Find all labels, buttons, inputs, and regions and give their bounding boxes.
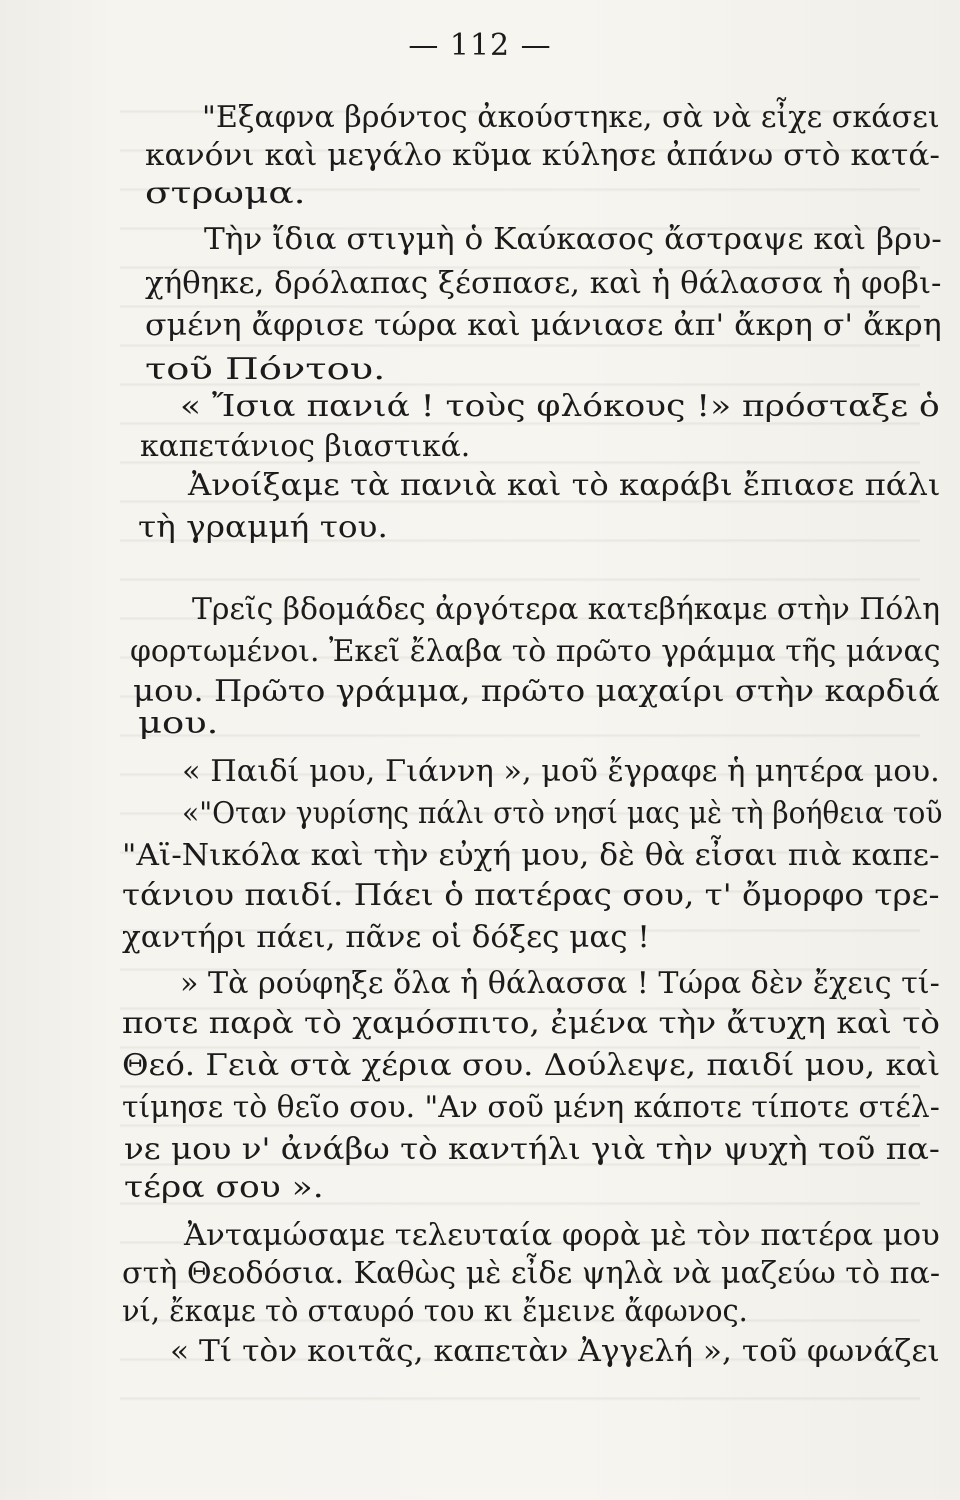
text-line: καπετάνιος βιαστικά. (140, 429, 471, 464)
text-line: στρωμα. (145, 176, 306, 211)
text-line: ποτε παρὰ τὸ χαμόσπιτο, ἐμένα τὴν ἄτυχη καὶ τὸ (122, 1006, 940, 1041)
text-line: μου. Πρῶτο γράμμα, πρῶτο μαχαίρι στὴν καρδιά (133, 674, 940, 709)
text-line: Ἀνοίξαμε τὰ πανιὰ καὶ τὸ καράβι ἔπιασε πάλι (188, 468, 941, 503)
text-line: « Ἴσια πανιά ! τοὺς φλόκους !» πρόσταξε ὁ (180, 389, 940, 424)
text-line: τέρα σου ». (124, 1170, 324, 1205)
text-line: τίμησε τὸ θεῖο σου. "Αν σοῦ μένη κάποτε τίποτε στέλ- (122, 1090, 940, 1125)
text-line: "Εξαφνα βρόντος ἀκούστηκε, σὰ νὰ εἶχε σκάσει (202, 100, 940, 135)
text-line: «"Οταν γυρίσης πάλι στὸ νησί μας μὲ τὴ βοήθεια τοῦ (182, 796, 943, 831)
text-line: νε μου ν' ἀνάβω τὸ καντήλι γιὰ τὴν ψυχὴ τοῦ πα- (124, 1132, 940, 1167)
text-line: Τρεῖς βδομάδες ἀργότερα κατεβήκαμε στὴν Πόλη (192, 592, 940, 627)
text-line: χήθηκε, δρόλαπας ξέσπασε, καὶ ἡ θάλασσα ἡ φοβι- (145, 266, 942, 301)
text-line: Θεό. Γειὰ στὰ χέρια σου. Δούλεψε, παιδί μου, καὶ (122, 1048, 941, 1083)
text-line: Τὴν ἴδια στιγμὴ ὁ Καύκασος ἄστραψε καὶ βρυ- (204, 222, 942, 257)
text-line: τοῦ Πόντου. (145, 352, 386, 387)
text-line: στὴ Θεοδόσια. Καθὼς μὲ εἶδε ψηλὰ νὰ μαζεύω τὸ πα- (122, 1256, 941, 1291)
text-line: χαντήρι πάει, πᾶνε οἱ δόξες μας ! (122, 920, 650, 955)
text-line: » Τὰ ρούφηξε ὅλα ἡ θάλασσα ! Τώρα δὲν ἔχεις τί- (180, 966, 940, 1001)
text-line: κανόνι καὶ μεγάλο κῦμα κύλησε ἀπάνω στὸ κατά- (145, 138, 940, 173)
text-line: "Αϊ-Νικόλα καὶ τὴν εὐχή μου, δὲ θὰ εἶσαι πιὰ καπε- (122, 838, 940, 873)
text-line: τὴ γραμμή του. (138, 510, 388, 545)
text-line: σμένη ἄφρισε τώρα καὶ μάνιασε ἀπ' ἄκρη σ' ἄκρη (145, 308, 942, 343)
text-line: « Παιδί μου, Γιάννη », μοῦ ἔγραφε ἡ μητέρα μου. (182, 754, 940, 789)
text-line: τάνιου παιδί. Πάει ὁ πατέρας σου, τ' ὄμορφο τρε- (122, 878, 940, 913)
text-line: φορτωμένοι. Ἐκεῖ ἔλαβα τὸ πρῶτο γράμμα τῆς μάνας (130, 634, 941, 669)
text-line: « Τί τὸν κοιτᾶς, καπετὰν Ἀγγελή », τοῦ φωνάζει (170, 1334, 940, 1369)
text-line: νί, ἔκαμε τὸ σταυρό του κι ἔμεινε ἄφωνος. (122, 1294, 748, 1329)
text-line: μου. (138, 706, 219, 741)
page-number: — 112 — (408, 28, 552, 63)
text-line: Ἀνταμώσαμε τελευταία φορὰ μὲ τὸν πατέρα μου (184, 1218, 940, 1253)
